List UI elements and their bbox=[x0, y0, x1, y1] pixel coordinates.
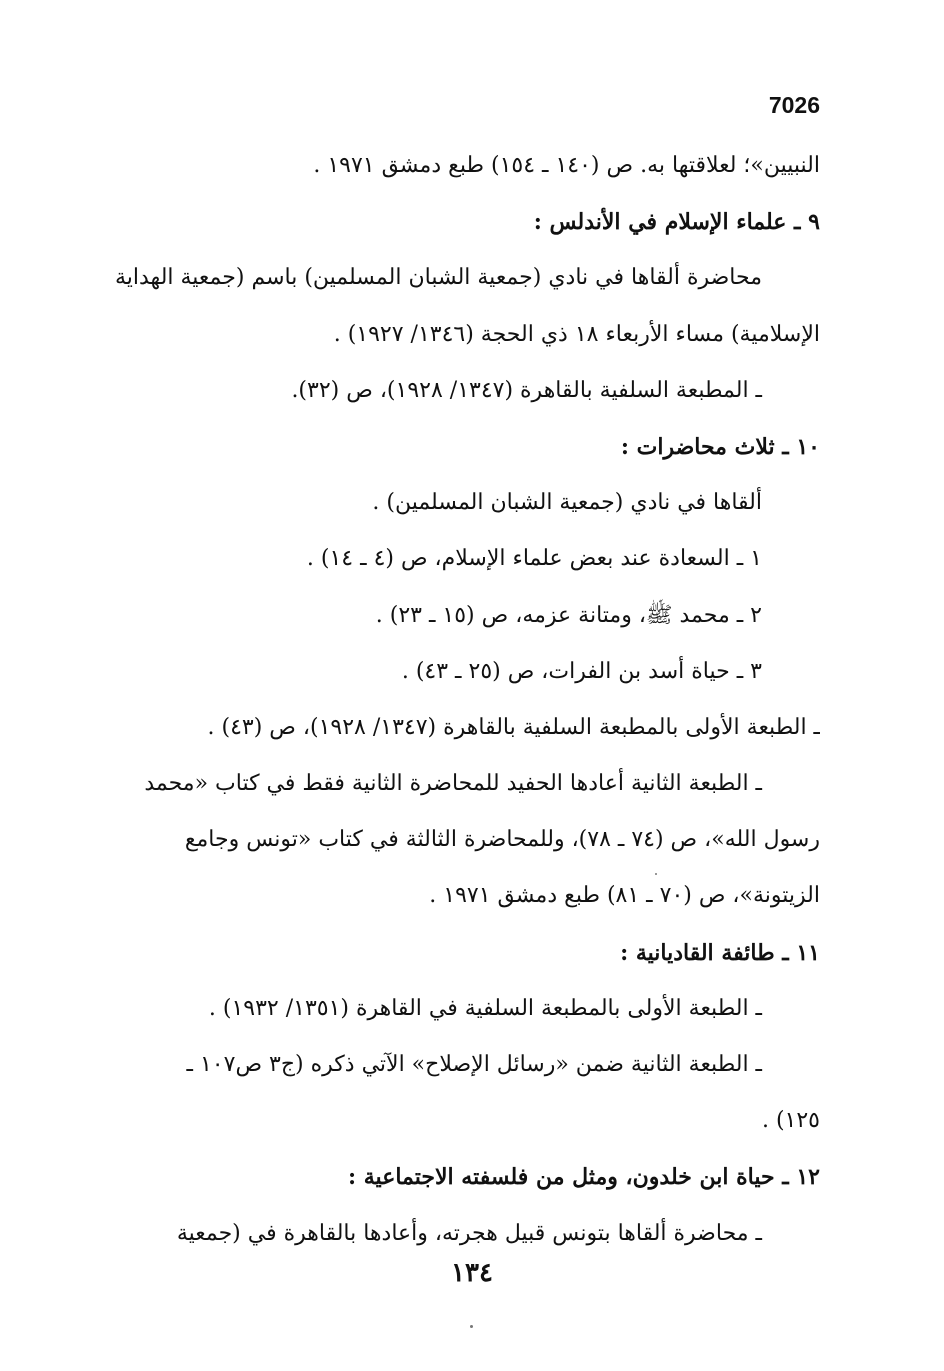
list-item: ٣ ـ حياة أسد بن الفرات، ص (٢٥ ـ ٤٣) . bbox=[401, 658, 762, 684]
scan-speck bbox=[655, 873, 657, 875]
text-line: ـ الطبعة الثانية ضمن «رسائل الإصلاح» الآتي ذكره (ج٣ ص١٠٧ ـ bbox=[186, 1052, 762, 1077]
text-line: الإسلامية) مساء الأربعاء ١٨ ذي الحجة (١٣٤٦/ ١٩٢٧) . bbox=[333, 321, 820, 347]
text-line: ـ الطبعة الثانية أعادها الحفيد للمحاضرة الثانية فقط في كتاب «محمد bbox=[144, 771, 762, 797]
text-line: ـ الطبعة الأولى بالمطبعة السلفية في القاهرة (١٣٥١/ ١٩٣٢) . bbox=[208, 995, 762, 1021]
page-body bbox=[112, 138, 820, 1262]
list-item: ١ ـ السعادة عند بعض علماء الإسلام، ص (٤ ـ ١٤) . bbox=[306, 546, 762, 572]
page-number: ١٣٤ bbox=[451, 1258, 493, 1288]
list-item: ٢ ـ محمد ﷺ، ومتانة عزمه، ص (١٥ ـ ٢٣) . bbox=[375, 602, 762, 628]
text-line: رسول الله»، ص (٧٤ ـ ٧٨)، وللمحاضرة الثالثة في كتاب «تونس وجامع bbox=[184, 827, 820, 853]
scan-speck bbox=[470, 1325, 473, 1328]
text-line: ـ محاضرة ألقاها بتونس قبيل هجرته، وأعادها بالقاهرة في (جمعية bbox=[176, 1220, 762, 1246]
reference-number: 7026 bbox=[768, 92, 820, 118]
text-line: الزيتونة»، ص (٧٠ ـ ٨١) طبع دمشق ١٩٧١ . bbox=[429, 883, 820, 909]
text-line: ١٢٥) . bbox=[761, 1108, 820, 1134]
text-line: ـ المطبعة السلفية بالقاهرة (١٣٤٧/ ١٩٢٨)، ص (٣٢). bbox=[291, 377, 762, 403]
text-line: النبيين»؛ لعلاقتها به. ص (١٤٠ ـ ١٥٤) طبع دمشق ١٩٧١ . bbox=[313, 153, 820, 178]
text-line: ـ الطبعة الأولى بالمطبعة السلفية بالقاهرة (١٣٤٧/ ١٩٢٨)، ص (٤٣) . bbox=[207, 714, 820, 740]
section-heading-9: ٩ ـ علماء الإسلام في الأندلس : bbox=[533, 209, 820, 236]
section-heading-12: ١٢ ـ حياة ابن خلدون، ومثل من فلسفته الاجتماعية : bbox=[347, 1164, 820, 1191]
section-heading-11: ١١ ـ طائفة القاديانية : bbox=[620, 939, 820, 966]
section-heading-10: ١٠ ـ ثلاث محاضرات : bbox=[620, 433, 820, 460]
text-line: محاضرة ألقاها في نادي (جمعية الشبان المسلمين) باسم (جمعية الهداية bbox=[114, 265, 762, 291]
text-line: ألقاها في نادي (جمعية الشبان المسلمين) . bbox=[372, 490, 762, 516]
